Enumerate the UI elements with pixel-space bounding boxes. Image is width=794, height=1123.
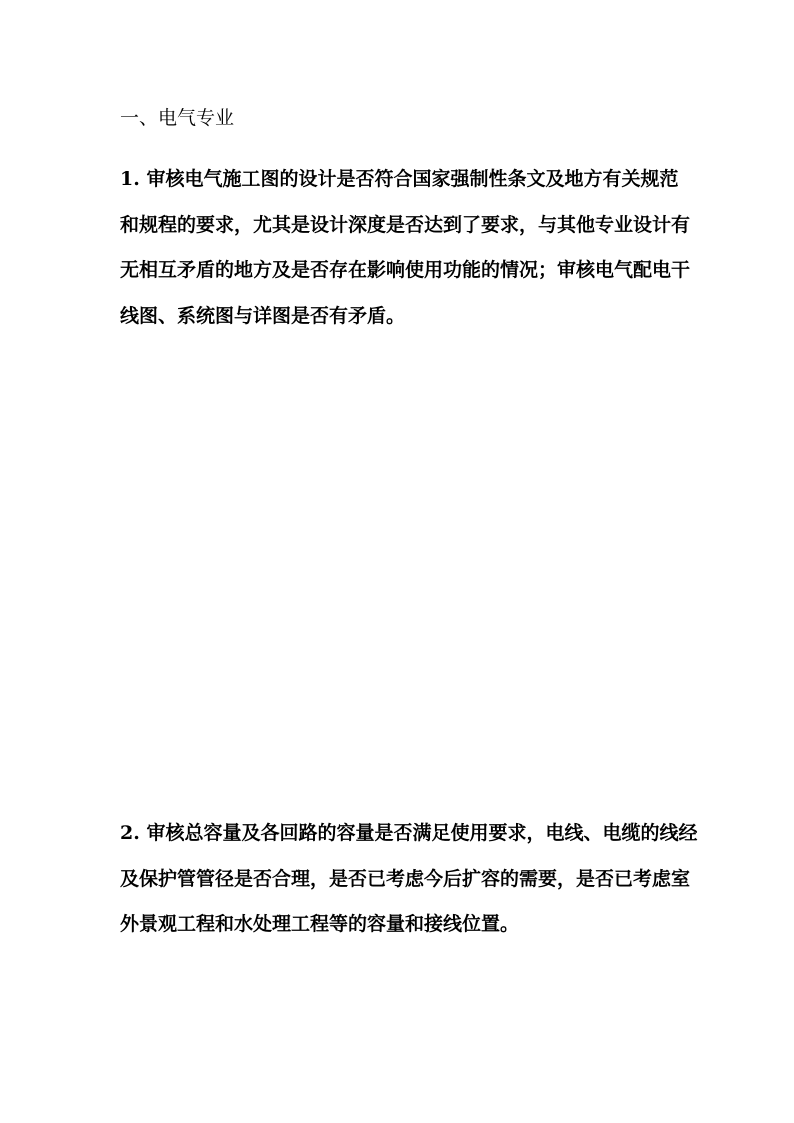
paragraph-1-line-3: 无相互矛盾的地方及是否存在影响使用功能的情况；审核电气配电干: [120, 259, 691, 281]
section-heading: 一、电气专业: [120, 107, 235, 129]
paragraph-2: [120, 811, 698, 948]
paragraph-1-line-2: 和规程的要求，尤其是设计深度是否达到了要求，与其他专业设计有: [120, 213, 691, 236]
paragraph-2-line-2: 及保护管管径是否合理，是否已考虑今后扩容的需要，是否已考虑室: [120, 867, 691, 890]
paragraph-2-line-1: 2. 审核总容量及各回路的容量是否满足使用要求，电线、电缆的线经: [120, 822, 698, 844]
paragraph-2-line-3: 外景观工程和水处理工程等的容量和接线位置。: [120, 913, 520, 935]
paragraph-1: [120, 157, 691, 339]
paragraph-1-line-1: 1. 审核电气施工图的设计是否符合国家强制性条文及地方有关规范: [120, 168, 679, 190]
paragraph-1-line-4: 线图、系统图与详图是否有矛盾。: [120, 304, 406, 327]
